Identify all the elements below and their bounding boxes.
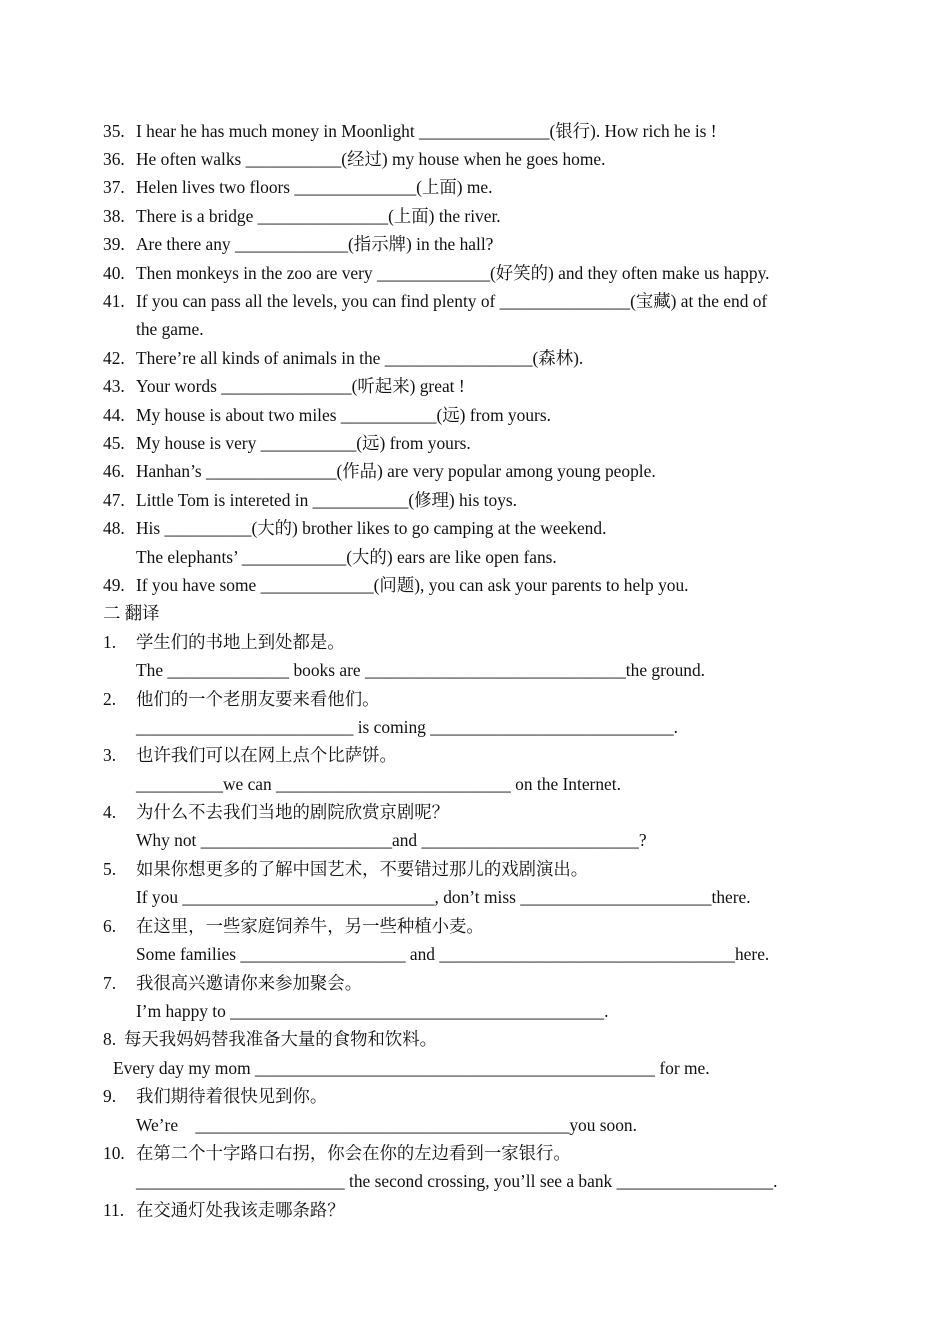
- question-43: [0, 372, 465, 400]
- translation-4-answer: [0, 826, 647, 854]
- translation-chinese: 也许我们可以在网上点个比萨饼。: [136, 745, 397, 765]
- translation-english: The ______________ books are ______________________________the ground.: [136, 660, 706, 680]
- question-number: 39.: [103, 234, 125, 254]
- translation-english: I’m happy to ___________________________________________.: [136, 1001, 609, 1021]
- question-number: 44.: [103, 405, 125, 425]
- translation-number: 10.: [103, 1143, 125, 1163]
- question-text: Helen lives two floors ______________(上面) me.: [136, 177, 493, 197]
- translation-number: 7.: [103, 973, 117, 993]
- translation-5-prompt: [0, 855, 589, 883]
- translation-chinese: 在这里，一些家庭饲养牛，另一些种植小麦。: [136, 916, 484, 936]
- question-text: Hanhan’s _______________(作品) are very popular among young people.: [136, 461, 656, 481]
- translation-english: If you _____________________________, don’t miss ______________________there.: [136, 887, 751, 907]
- question-49: [0, 571, 689, 599]
- question-47: [0, 486, 518, 514]
- translation-number: 1.: [103, 632, 117, 652]
- translation-chinese: 他们的一个老朋友要来看他们。: [136, 689, 380, 709]
- question-text: He often walks ___________(经过) my house when he goes home.: [136, 149, 606, 169]
- translation-6-prompt: [0, 912, 484, 940]
- question-number: 41.: [103, 291, 125, 311]
- question-text: I hear he has much money in Moonlight _______________(银行). How rich he is !: [136, 121, 717, 141]
- question-number: 37.: [103, 177, 125, 197]
- question-48: [0, 514, 607, 542]
- translation-9-answer: [0, 1111, 637, 1139]
- question-text: My house is very ___________(远) from yours.: [136, 433, 471, 453]
- translation-english: ________________________ the second crossing, you’ll see a bank __________________.: [136, 1171, 778, 1191]
- question-number: 43.: [103, 376, 125, 396]
- translation-number: 3.: [103, 745, 117, 765]
- question-44: [0, 401, 551, 429]
- question-number: 36.: [103, 149, 125, 169]
- translation-3-prompt: [0, 741, 397, 769]
- question-38: [0, 202, 501, 230]
- translation-5-answer: [0, 883, 751, 911]
- question-text: There’re all kinds of animals in the _________________(森林).: [136, 348, 584, 368]
- translation-8-answer: [0, 1054, 710, 1082]
- question-text: His __________(大的) brother likes to go camping at the weekend.: [136, 518, 607, 538]
- translation-chinese: 为什么不去我们当地的剧院欣赏京剧呢？: [136, 802, 450, 822]
- translation-7-prompt: [0, 969, 363, 997]
- question-number: 40.: [103, 263, 125, 283]
- translation-10-answer: [0, 1167, 778, 1195]
- translation-number: 6.: [103, 916, 117, 936]
- question-48-second: [0, 543, 557, 571]
- question-40: [0, 259, 770, 287]
- translation-chinese: 在交通灯处我该走哪条路？: [136, 1200, 345, 1220]
- translation-chinese: 我很高兴邀请你来参加聚会。: [136, 973, 363, 993]
- translation-3-answer: [0, 770, 621, 798]
- question-35: [0, 117, 717, 145]
- translation-1-answer: [0, 656, 706, 684]
- question-text: My house is about two miles ___________(远) from yours.: [136, 405, 551, 425]
- question-text: There is a bridge _______________(上面) the river.: [136, 206, 501, 226]
- question-41-continued: [0, 315, 204, 343]
- translation-number: 11.: [103, 1200, 125, 1220]
- question-text: Are there any _____________(指示牌) in the hall?: [136, 234, 494, 254]
- question-number: 46.: [103, 461, 125, 481]
- translation-number: 2.: [103, 689, 117, 709]
- question-text: Your words _______________(听起来) great !: [136, 376, 465, 396]
- question-number: 49.: [103, 575, 125, 595]
- translation-6-answer: [0, 940, 770, 968]
- question-39: [0, 230, 494, 258]
- question-text: If you can pass all the levels, you can find plenty of _______________(宝藏) at the end of: [136, 291, 768, 311]
- question-number: 38.: [103, 206, 125, 226]
- translation-8-prompt: [0, 1025, 438, 1053]
- question-text: If you have some _____________(问题), you can ask your parents to help you.: [136, 575, 689, 595]
- question-number: 48.: [103, 518, 125, 538]
- question-37: [0, 173, 493, 201]
- translation-4-prompt: [0, 798, 450, 826]
- translation-2-prompt: [0, 685, 380, 713]
- translation-chinese: 如果你想更多的了解中国艺术，不要错过那儿的戏剧演出。: [136, 859, 589, 879]
- question-46: [0, 457, 656, 485]
- question-number: 47.: [103, 490, 125, 510]
- translation-english: __________we can ___________________________ on the Internet.: [136, 774, 621, 794]
- question-text: Then monkeys in the zoo are very _____________(好笑的) and they often make us happy.: [136, 263, 770, 283]
- question-number: 35.: [103, 121, 125, 141]
- translation-11-prompt: [0, 1196, 345, 1224]
- question-36: [0, 145, 606, 173]
- translation-english: Some families ___________________ and __________________________________here.: [136, 944, 770, 964]
- translation-2-answer: [0, 713, 679, 741]
- translation-1-prompt: [0, 628, 345, 656]
- translation-9-prompt: [0, 1082, 328, 1110]
- question-42: [0, 344, 584, 372]
- question-text-continued: The elephants’ ____________(大的) ears are like open fans.: [136, 547, 557, 567]
- question-41: [0, 287, 768, 315]
- translation-english: Why not ______________________and _________________________?: [136, 830, 647, 850]
- translation-number: 9.: [103, 1086, 117, 1106]
- translation-chinese: 在第二个十字路口右拐，你会在你的左边看到一家银行。: [136, 1143, 571, 1163]
- question-number: 45.: [103, 433, 125, 453]
- question-number: 42.: [103, 348, 125, 368]
- translation-chinese: 学生们的书地上到处都是。: [136, 632, 345, 652]
- translation-number: 4.: [103, 802, 117, 822]
- question-45: [0, 429, 471, 457]
- translation-english: We’re ___________________________________________you soon.: [136, 1115, 637, 1135]
- question-text: Little Tom is intereted in ___________(修理) his toys.: [136, 490, 518, 510]
- translation-7-answer: [0, 997, 609, 1025]
- translation-english: Every day my mom ______________________________________________ for me.: [113, 1058, 710, 1078]
- translation-chinese: 每天我妈妈替我准备大量的食物和饮料。: [124, 1029, 438, 1049]
- section-heading: [0, 599, 160, 627]
- question-text-continued: the game.: [136, 319, 204, 339]
- translation-number: 8.: [103, 1029, 117, 1049]
- translation-chinese: 我们期待着很快见到你。: [136, 1086, 328, 1106]
- translation-number: 5.: [103, 859, 117, 879]
- translation-10-prompt: [0, 1139, 571, 1167]
- translation-english: _________________________ is coming ____________________________.: [136, 717, 679, 737]
- section-title: 二 翻译: [103, 603, 160, 623]
